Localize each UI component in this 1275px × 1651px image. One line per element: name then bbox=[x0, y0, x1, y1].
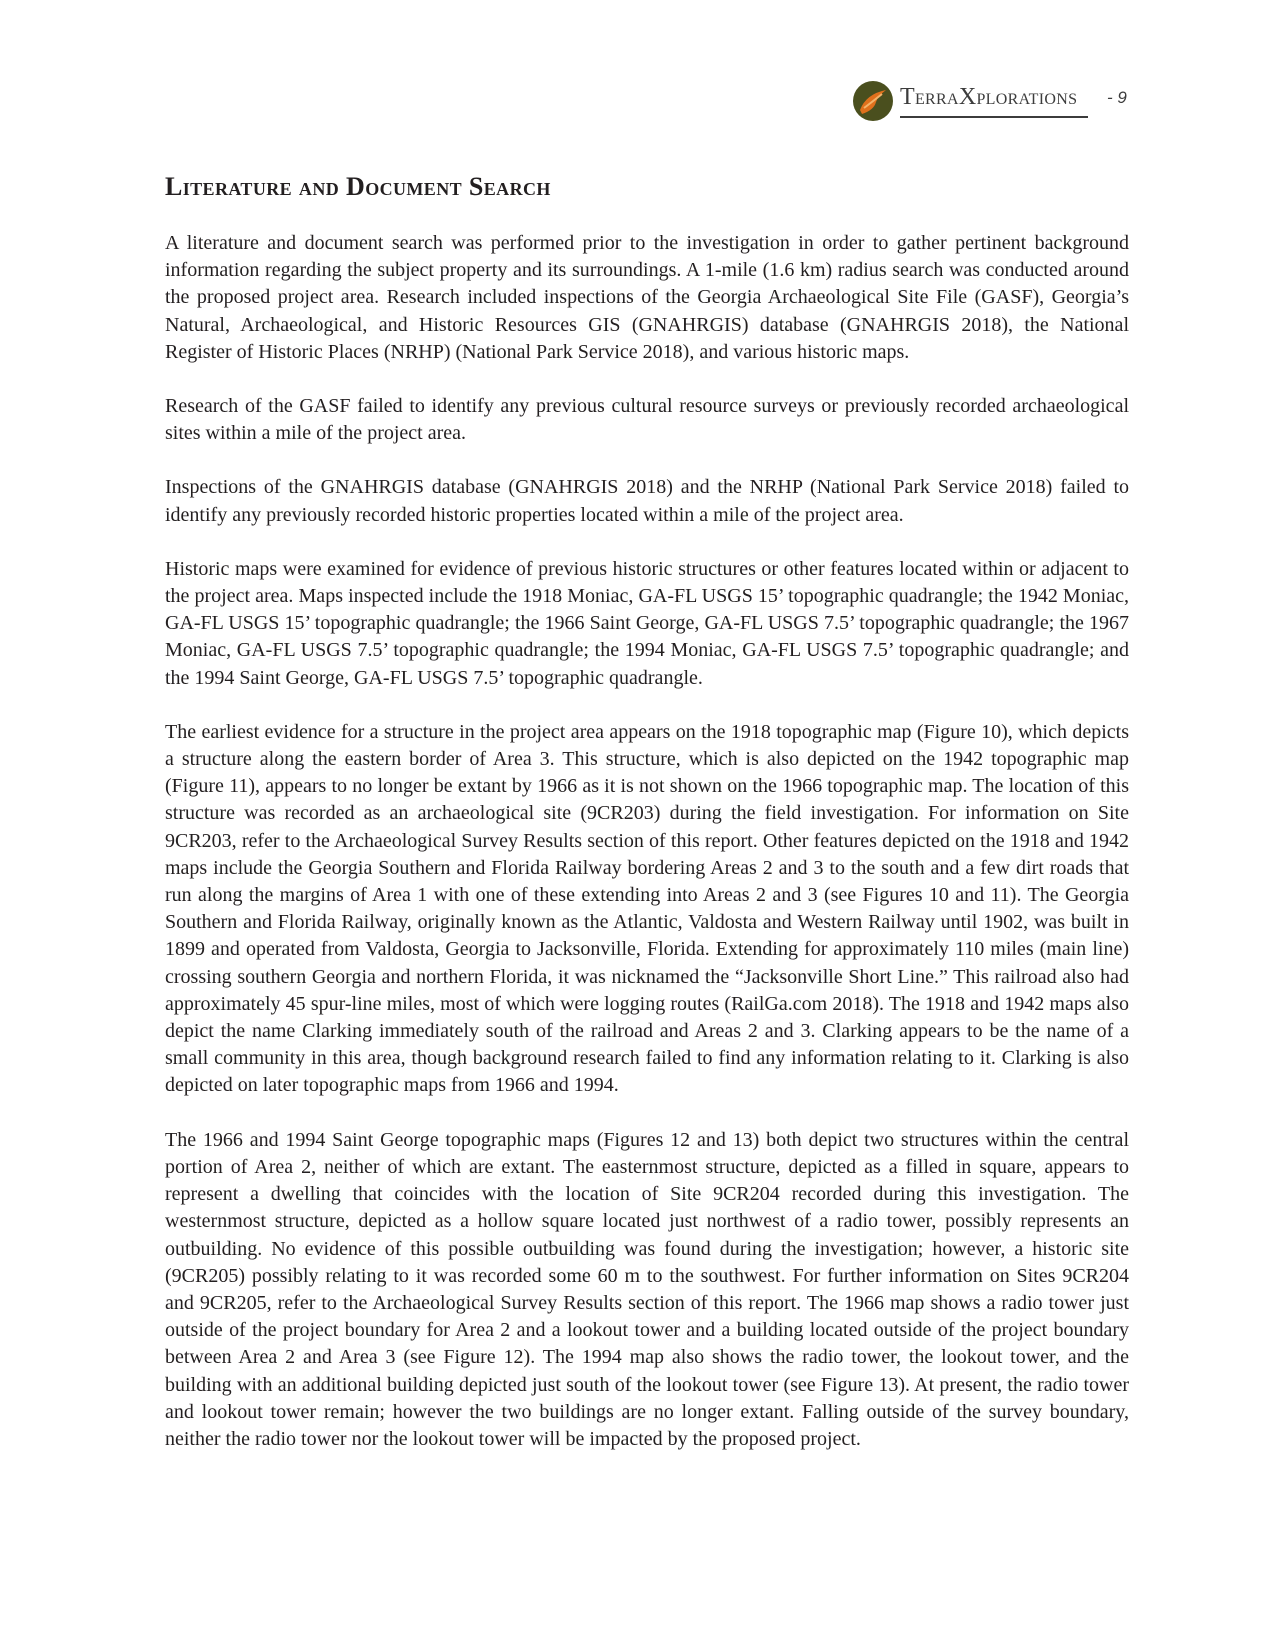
body-text bbox=[165, 230, 1129, 1480]
paragraph-literature-search: A literature and document search was performed prior to the investigation in order to gather pertinent background information regarding the subject property and its surroundings. A 1-mile (1.6 km) radius search was conducted around the proposed project area. Research included inspections of the Georgia Archaeological Site File (GASF), Georgia’s Natural, Archaeological, and Historic Resources GIS (GNAHRGIS) database (GNAHRGIS 2018), the National Register of Historic Places (NRHP) (National Park Service 2018), and various historic maps. bbox=[165, 232, 1129, 363]
page-number: - 9 bbox=[1107, 88, 1127, 107]
brand-letter-t: T bbox=[900, 84, 915, 110]
paragraph-earliest-evidence: The earliest evidence for a structure in the project area appears on the 1918 topographic map (Figure 10), which depicts a structure along the eastern border of Area 3. This structure, which is also depicted on the 1942 topographic map (Figure 11), appears to no longer be extant by 1966 as it is not shown on the 1966 topographic map. The location of this structure was recorded as an archaeological site (9CR203) during the field investigation. For information on Site 9CR203, refer to the Archaeological Survey Results section of this report. Other features depicted on the 1918 and 1942 maps include the Georgia Southern and Florida Railway bordering Areas 2 and 3 to the south and a few dirt roads that run along the margins of Area 1 with one of these extending into Areas 2 and 3 (see Figures 10 and 11). The Georgia Southern and Florida Railway, originally known as the Atlantic, Valdosta and Western Railway until 1902, was built in 1899 and operated from Valdosta, Georgia to Jacksonville, Florida. Extending for approximately 110 miles (main line) crossing southern Georgia and northern Florida, it was nicknamed the “Jacksonville Short Line.” This railroad also had approximately 45 spur-line miles, most of which were logging routes (RailGa.com 2018). The 1918 and 1942 maps also depict the name Clarking immediately south of the railroad and Areas 2 and 3. Clarking appears to be the name of a small community in this area, though background research failed to find any information relating to it. Clarking is also depicted on later topographic maps from 1966 and 1994. bbox=[165, 720, 1129, 1097]
brand-text-plorations: PLORATIONS bbox=[976, 91, 1078, 108]
brand-name bbox=[900, 84, 1077, 111]
terraxplorations-logo-icon bbox=[852, 80, 894, 122]
brand-text-erra: ERRA bbox=[914, 91, 959, 108]
paragraph-saint-george-maps: The 1966 and 1994 Saint George topographic maps (Figures 12 and 13) both depict two structures within the central portion of Area 2, neither of which are extant. The easternmost structure, depicted as a filled in square, appears to represent a dwelling that coincides with the location of Site 9CR204 recorded during this investigation. The westernmost structure, depicted as a hollow square located just northwest of a radio tower, possibly represents an outbuilding. No evidence of this possible outbuilding was found during the investigation; however, a historic site (9CR205) possibly relating to it was recorded some 60 m to the southwest. For further information on Sites 9CR204 and 9CR205, refer to the Archaeological Survey Results section of this report. The 1966 map shows a radio tower just outside of the project boundary for Area 2 and a lookout tower and a building located outside of the project boundary between Area 2 and Area 3 (see Figure 12). The 1994 map also shows the radio tower, the lookout tower, and the building with an additional building depicted just south of the lookout tower (see Figure 13). At present, the radio tower and lookout tower remain; however the two buildings are no longer extant. Falling outside of the survey boundary, neither the radio tower nor the lookout tower will be impacted by the proposed project. bbox=[165, 1128, 1129, 1450]
page-header bbox=[852, 80, 1132, 122]
paragraph-gasf-research: Research of the GASF failed to identify any previous cultural resource surveys or previously recorded archaeological sites within a mile of the project area. bbox=[165, 395, 1129, 445]
paragraph-historic-maps: Historic maps were examined for evidence of previous historic structures or other features located within or adjacent to the project area. Maps inspected include the 1918 Moniac, GA-FL USGS 15’ topographic quadrangle; the 1942 Moniac, GA-FL USGS 15’ topographic quadrangle; the 1966 Saint George, GA-FL USGS 7.5’ topographic quadrangle; the 1967 Moniac, GA-FL USGS 7.5’ topographic quadrangle; the 1994 Moniac, GA-FL USGS 7.5’ topographic quadrangle; and the 1994 Saint George, GA-FL USGS 7.5’ topographic quadrangle. bbox=[165, 557, 1129, 689]
brand-underline bbox=[900, 116, 1088, 118]
section-title: Literature and Document Search bbox=[165, 172, 551, 201]
paragraph-gnahrgis-inspections: Inspections of the GNAHRGIS database (GNAHRGIS 2018) and the NRHP (National Park Service 2018) failed to identify any previously recorded historic properties located within a mile of the project area. bbox=[165, 476, 1129, 526]
brand-letter-x: X bbox=[958, 84, 977, 110]
